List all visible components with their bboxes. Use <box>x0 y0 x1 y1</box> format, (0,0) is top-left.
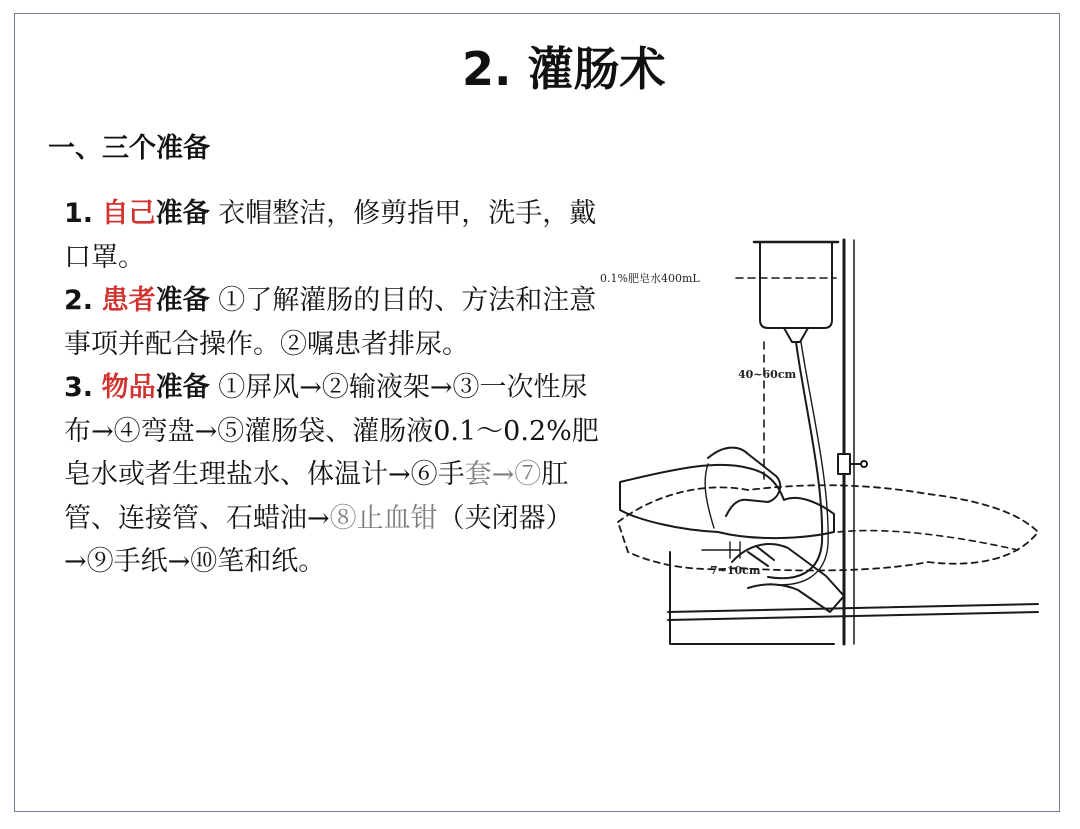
item-prep-word: 准备 <box>155 285 210 316</box>
item-text: ①屏风→②输液架→③一次性尿布→④弯盘→⑤灌肠袋、灌肠液0.1～0.2%肥皂水或者生理盐水、体温计→⑥手 <box>64 372 599 490</box>
preparation-list <box>64 192 604 584</box>
item-text-faded: ⑧止血钳 <box>329 502 438 534</box>
pole-clamp-icon <box>838 454 850 474</box>
item-subject: 自己 <box>101 198 156 229</box>
item-number: 3. <box>64 372 94 403</box>
item-subject: 患者 <box>101 285 156 316</box>
drape-icon <box>620 465 834 538</box>
item-text: （夹闭器）→⑨手纸→⑩笔和纸。 <box>64 502 573 577</box>
enema-container-icon <box>760 242 832 328</box>
item-text: 衣帽整洁，修剪指甲，洗手，戴口罩。 <box>64 198 597 273</box>
item-prep-word: 准备 <box>155 372 210 403</box>
label-depth: 7~10cm <box>710 564 761 577</box>
item-supplies-preparation <box>64 366 604 584</box>
item-number: 2. <box>64 285 94 316</box>
item-text: ①了解灌肠的目的、方法和注意事项并配合操作。②嘱患者排尿。 <box>64 285 597 360</box>
item-prep-word: 准备 <box>155 198 210 229</box>
item-text: 肛管、连接管、石蜡油→ <box>64 459 569 534</box>
label-height: 40~60cm <box>738 368 797 381</box>
label-solution: 0.1%肥皂水400mL <box>600 272 700 285</box>
enema-illustration <box>598 232 1050 656</box>
item-subject: 物品 <box>101 372 156 403</box>
bed-icon <box>668 604 1038 620</box>
item-self-preparation <box>64 192 604 279</box>
nurse-hand-upper-icon <box>708 448 780 516</box>
slide-title: 2. 灌肠术 <box>462 42 666 96</box>
item-text-faded: 套→⑦ <box>464 459 542 490</box>
item-patient-preparation <box>64 279 604 366</box>
section-heading: 一、三个准备 <box>48 133 210 164</box>
item-number: 1. <box>64 198 94 229</box>
